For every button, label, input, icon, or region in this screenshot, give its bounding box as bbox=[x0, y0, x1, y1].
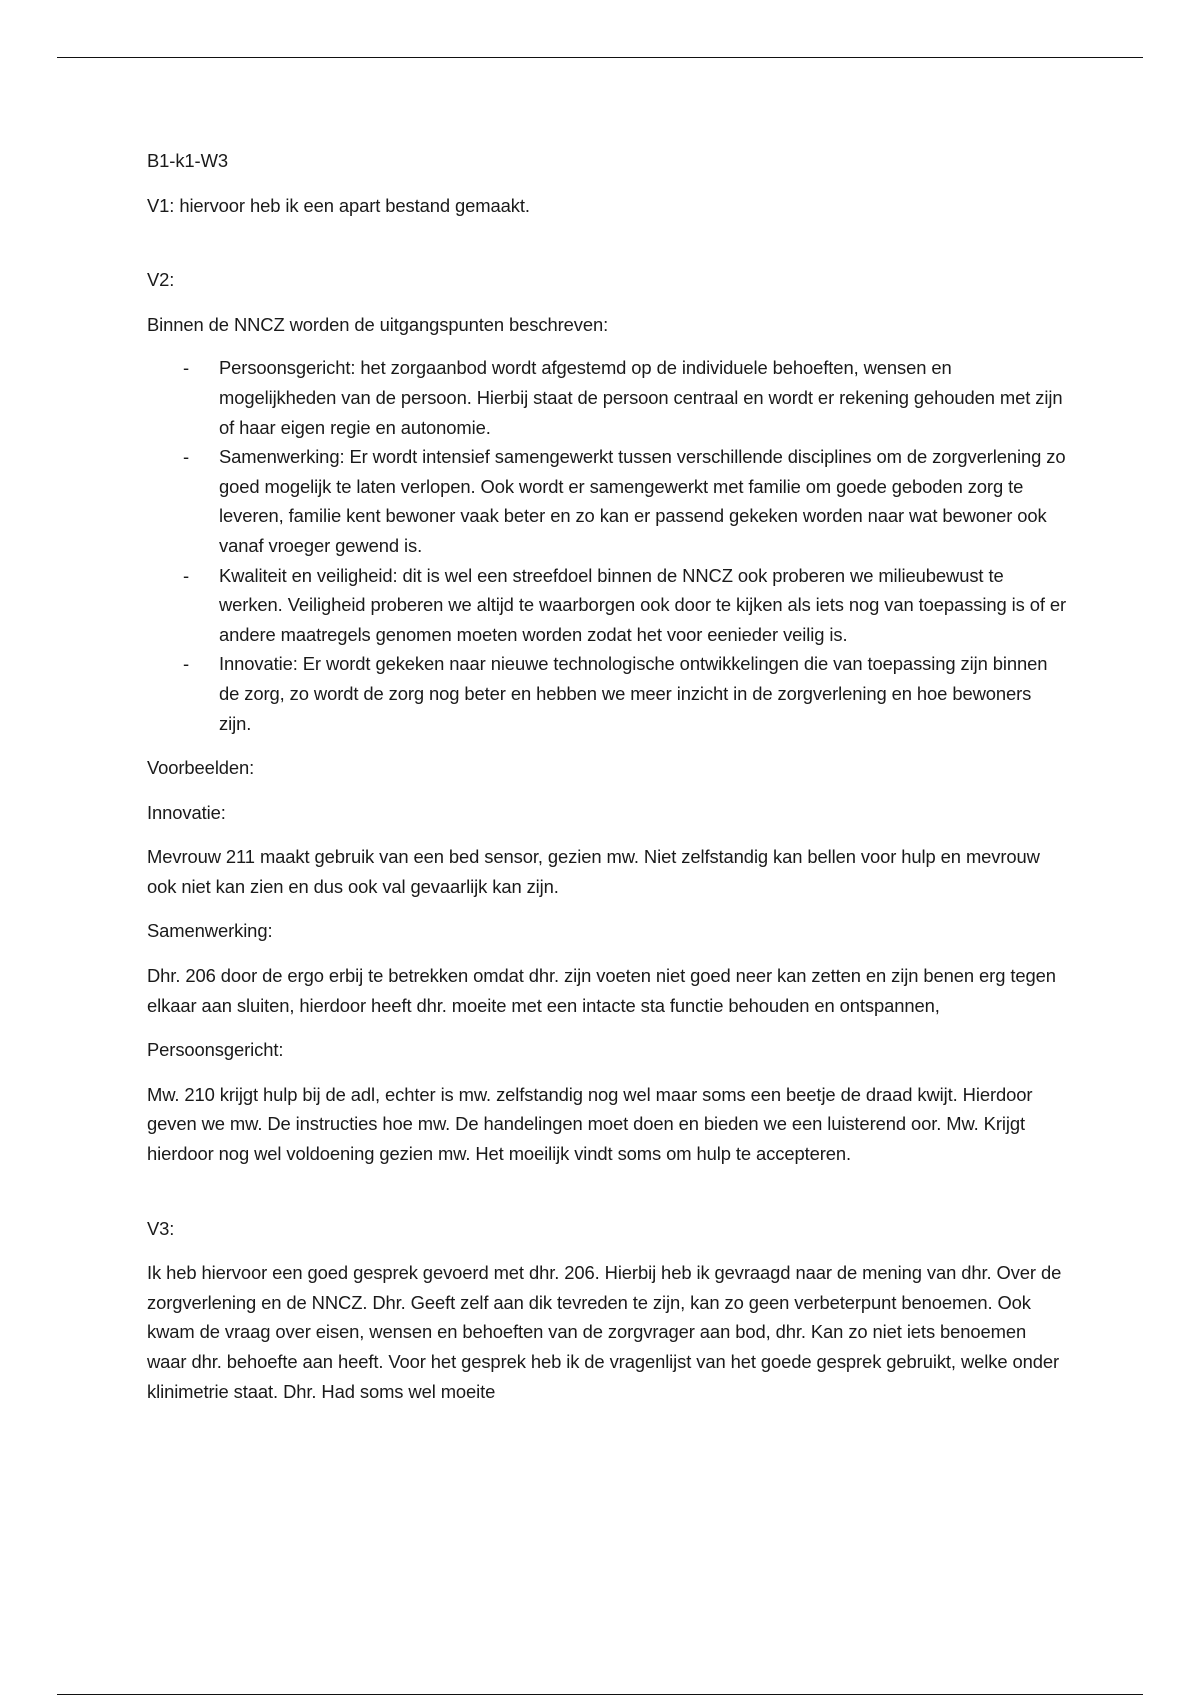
bullet-dash: - bbox=[183, 564, 190, 586]
persoonsgericht-label: Persoonsgericht: bbox=[147, 1039, 284, 1061]
samenwerking-paragraph: Dhr. 206 door de ergo erbij te betrekken omdat dhr. zijn voeten niet goed neer kan zetten en zijn benen erg tegen elkaar aan sluiten, hierdoor heeft dhr. moeite met een intacte sta functie behouden en ontspannen, bbox=[147, 965, 1056, 1016]
v2-label: V2: bbox=[147, 269, 175, 291]
spacer bbox=[147, 1184, 1067, 1214]
bullet-dash: - bbox=[183, 357, 190, 379]
persoonsgericht-paragraph: Mw. 210 krijgt hulp bij de adl, echter is mw. zelfstandig nog wel maar soms een beetje de draad kwijt. Hierdoor geven we mw. De instructies hoe mw. De handelingen moet doen en bieden we een luisterend oor. Mw. Krijgt hierdoor nog wel voldoening gezien mw. Het moeilijk vindt soms om hulp te accepteren. bbox=[147, 1083, 1033, 1165]
document-body bbox=[147, 146, 1067, 1421]
principles-list bbox=[147, 353, 1067, 738]
document-heading: B1-k1-W3 bbox=[147, 150, 228, 171]
innovatie-label: Innovatie: bbox=[147, 801, 226, 823]
list-item-text: Samenwerking: Er wordt intensief samengewerkt tussen verschillende disciplines om de zorgverlening zo goed mogelijk te laten verlopen. Ook wordt er samengewerkt met familie om goede geboden zorg te leveren, familie kent bewoner vaak beter en zo kan er passend gekeken worden naar wat bewoner ook vanaf vroeger gewend is. bbox=[219, 446, 1066, 556]
list-item-text: Persoonsgericht: het zorgaanbod wordt afgestemd op de individuele behoeften, wensen en mogelijkheden van de persoon. Hierbij staat de persoon centraal en wordt er rekening gehouden met zijn of haar eigen regie en autonomie. bbox=[219, 357, 1063, 438]
samenwerking-label: Samenwerking: bbox=[147, 920, 273, 942]
examples-label: Voorbeelden: bbox=[147, 757, 255, 779]
list-item-text: Innovatie: Er wordt gekeken naar nieuwe technologische ontwikkelingen die van toepassing zijn binnen de zorg, zo wordt de zorg nog beter en hebben we meer inzicht in de zorgverlening en hoe bewoners zijn. bbox=[219, 653, 1048, 734]
list-item bbox=[147, 353, 1067, 442]
list-item bbox=[147, 442, 1067, 560]
spacer bbox=[147, 235, 1067, 265]
bullet-dash: - bbox=[183, 446, 190, 468]
list-item bbox=[147, 649, 1067, 738]
bullet-dash: - bbox=[183, 653, 190, 675]
v3-label: V3: bbox=[147, 1217, 175, 1239]
innovatie-paragraph: Mevrouw 211 maakt gebruik van een bed sensor, gezien mw. Niet zelfstandig kan bellen voor hulp en mevrouw ook niet kan zien en dus ook val gevaarlijk kan zijn. bbox=[147, 846, 1040, 897]
header-rule bbox=[57, 57, 1143, 58]
list-item-text: Kwaliteit en veiligheid: dit is wel een streefdoel binnen de NNCZ ook proberen we milieubewust te werken. Veiligheid proberen we altijd te waarborgen ook door te kijken als iets nog van toepassing is of er andere maatregels genomen moeten worden zodat het voor eenieder veilig is. bbox=[219, 564, 1067, 645]
v1-paragraph: V1: hiervoor heb ik een apart bestand gemaakt. bbox=[147, 194, 530, 216]
list-item bbox=[147, 561, 1067, 650]
footer-rule bbox=[57, 1694, 1143, 1695]
v2-intro: Binnen de NNCZ worden de uitgangspunten beschreven: bbox=[147, 313, 609, 335]
v3-paragraph: Ik heb hiervoor een goed gesprek gevoerd met dhr. 206. Hierbij heb ik gevraagd naar de mening van dhr. Over de zorgverlening en de NNCZ. Dhr. Geeft zelf aan dik tevreden te zijn, kan zo geen verbeterpunt benoemen. Ook kwam de vraag over eisen, wensen en behoeften van de zorgvrager aan bod, dhr. Kan zo niet iets benoemen waar dhr. behoefte aan heeft. Voor het gesprek heb ik de vragenlijst van het goede gesprek gebruikt, welke onder klinimetrie staat. Dhr. Had soms wel moeite bbox=[147, 1262, 1062, 1402]
